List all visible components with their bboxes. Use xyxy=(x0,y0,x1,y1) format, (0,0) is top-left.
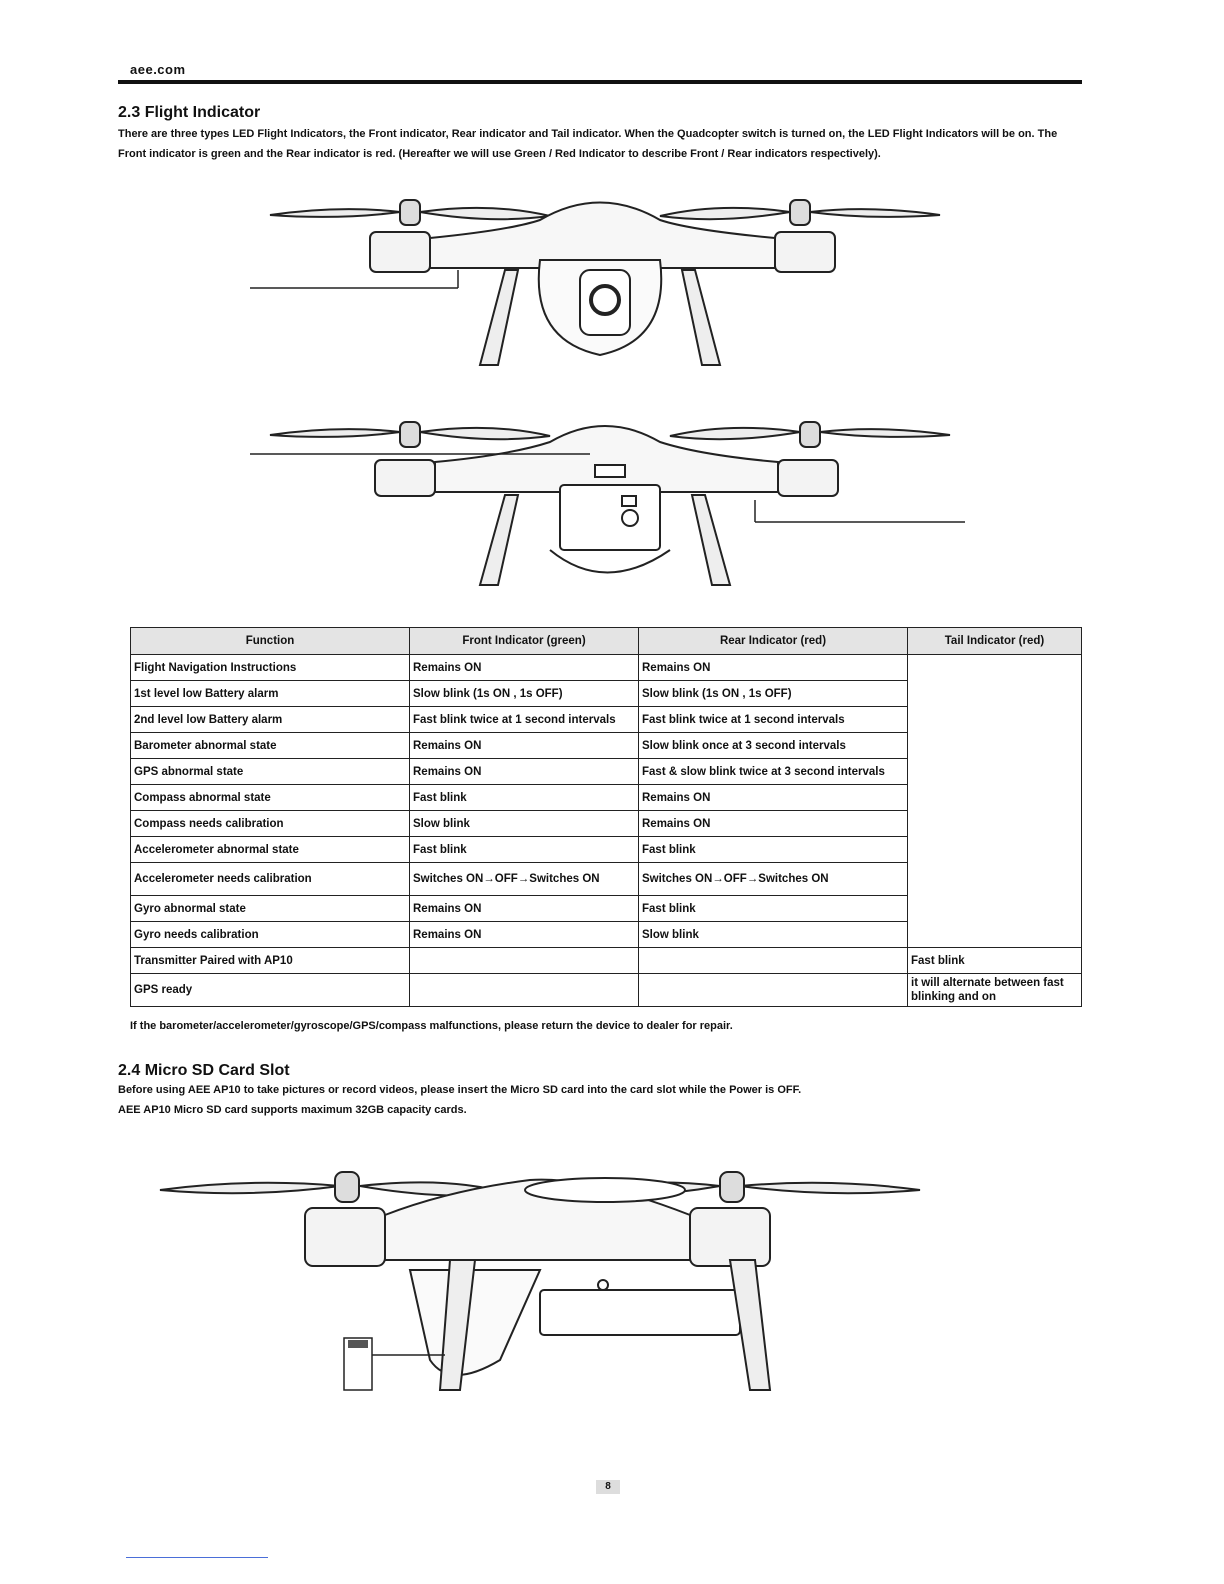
table-header-cell: Tail Indicator (red) xyxy=(908,628,1082,655)
front-indicator-cell: Slow blink (1s ON , 1s OFF) xyxy=(410,681,639,707)
rear-indicator-cell: Remains ON xyxy=(639,655,908,681)
function-cell: GPS abnormal state xyxy=(131,759,410,785)
table-row xyxy=(131,948,1082,974)
function-cell: 1st level low Battery alarm xyxy=(131,681,410,707)
table-header-row xyxy=(131,628,1082,655)
function-cell: Compass needs calibration xyxy=(131,811,410,837)
front-indicator-cell xyxy=(410,948,639,974)
drone-side-sd-slot-figure xyxy=(150,1160,930,1400)
tail-indicator-cell: Fast blink xyxy=(908,948,1082,974)
page-number: 8 xyxy=(596,1480,620,1494)
rear-indicator-cell: Fast blink twice at 1 second intervals xyxy=(639,707,908,733)
header-rule xyxy=(118,80,1082,84)
function-cell: Flight Navigation Instructions xyxy=(131,655,410,681)
function-cell: Gyro needs calibration xyxy=(131,922,410,948)
front-indicator-cell: Remains ON xyxy=(410,896,639,922)
table-header-cell: Front Indicator (green) xyxy=(410,628,639,655)
drone-front-view-figure xyxy=(250,190,950,380)
rear-indicator-cell: Fast blink xyxy=(639,896,908,922)
function-cell: GPS ready xyxy=(131,974,410,1007)
function-cell: Accelerometer needs calibration xyxy=(131,863,410,896)
table-row xyxy=(131,974,1082,1007)
rear-indicator-cell xyxy=(639,974,908,1007)
front-indicator-cell: Remains ON xyxy=(410,733,639,759)
rear-indicator-cell: Slow blink once at 3 second intervals xyxy=(639,733,908,759)
rear-indicator-cell: Fast blink xyxy=(639,837,908,863)
rear-indicator-cell: Fast & slow blink twice at 3 second intervals xyxy=(639,759,908,785)
front-indicator-cell: Remains ON xyxy=(410,759,639,785)
flight-indicator-paragraph: There are three types LED Flight Indicators, the Front indicator, Rear indicator and Tail indicator. When the Quadcopter switch is turned on, the LED Flight Indicators will be on. The Front indicator is green and the Rear indicator is red. (Hereafter we will use Green / Red Indicator to describe Front / Rear indicators respectively). xyxy=(118,128,1058,160)
table-row xyxy=(131,655,1082,681)
site-logo: aee.com xyxy=(130,62,186,77)
function-cell: Gyro abnormal state xyxy=(131,896,410,922)
tail-indicator-merged-cell xyxy=(908,655,1082,948)
rear-indicator-cell: Remains ON xyxy=(639,785,908,811)
footer-link-underline xyxy=(126,1557,268,1558)
rear-indicator-cell: Slow blink (1s ON , 1s OFF) xyxy=(639,681,908,707)
function-cell: Barometer abnormal state xyxy=(131,733,410,759)
section-title-flight-indicator: 2.3 Flight Indicator xyxy=(118,104,261,121)
function-cell: Transmitter Paired with AP10 xyxy=(131,948,410,974)
front-indicator-cell: Switches ON→OFF→Switches ON xyxy=(410,863,639,896)
tail-indicator-cell: it will alternate between fast blinking and on xyxy=(908,974,1082,1007)
rear-indicator-cell: Switches ON→OFF→Switches ON xyxy=(639,863,908,896)
front-indicator-cell: Remains ON xyxy=(410,655,639,681)
table-header-cell: Rear Indicator (red) xyxy=(639,628,908,655)
front-indicator-cell: Remains ON xyxy=(410,922,639,948)
function-cell: 2nd level low Battery alarm xyxy=(131,707,410,733)
front-indicator-cell xyxy=(410,974,639,1007)
micro-sd-line-1: Before using AEE AP10 to take pictures or record videos, please insert the Micro SD card into the card slot while the Power is OFF. xyxy=(118,1084,802,1096)
function-cell: Compass abnormal state xyxy=(131,785,410,811)
front-indicator-cell: Fast blink xyxy=(410,837,639,863)
front-indicator-cell: Fast blink twice at 1 second intervals xyxy=(410,707,639,733)
rear-indicator-cell: Slow blink xyxy=(639,922,908,948)
rear-indicator-cell xyxy=(639,948,908,974)
section-title-micro-sd: 2.4 Micro SD Card Slot xyxy=(118,1062,290,1079)
front-indicator-cell: Slow blink xyxy=(410,811,639,837)
micro-sd-line-2: AEE AP10 Micro SD card supports maximum 32GB capacity cards. xyxy=(118,1104,467,1116)
table-header-cell: Function xyxy=(131,628,410,655)
flight-indicator-table xyxy=(130,627,1082,1007)
drone-rear-view-figure xyxy=(250,410,970,595)
front-indicator-cell: Fast blink xyxy=(410,785,639,811)
function-cell: Accelerometer abnormal state xyxy=(131,837,410,863)
rear-indicator-cell: Remains ON xyxy=(639,811,908,837)
repair-note: If the barometer/accelerometer/gyroscope/GPS/compass malfunctions, please return the device to dealer for repair. xyxy=(130,1020,733,1032)
